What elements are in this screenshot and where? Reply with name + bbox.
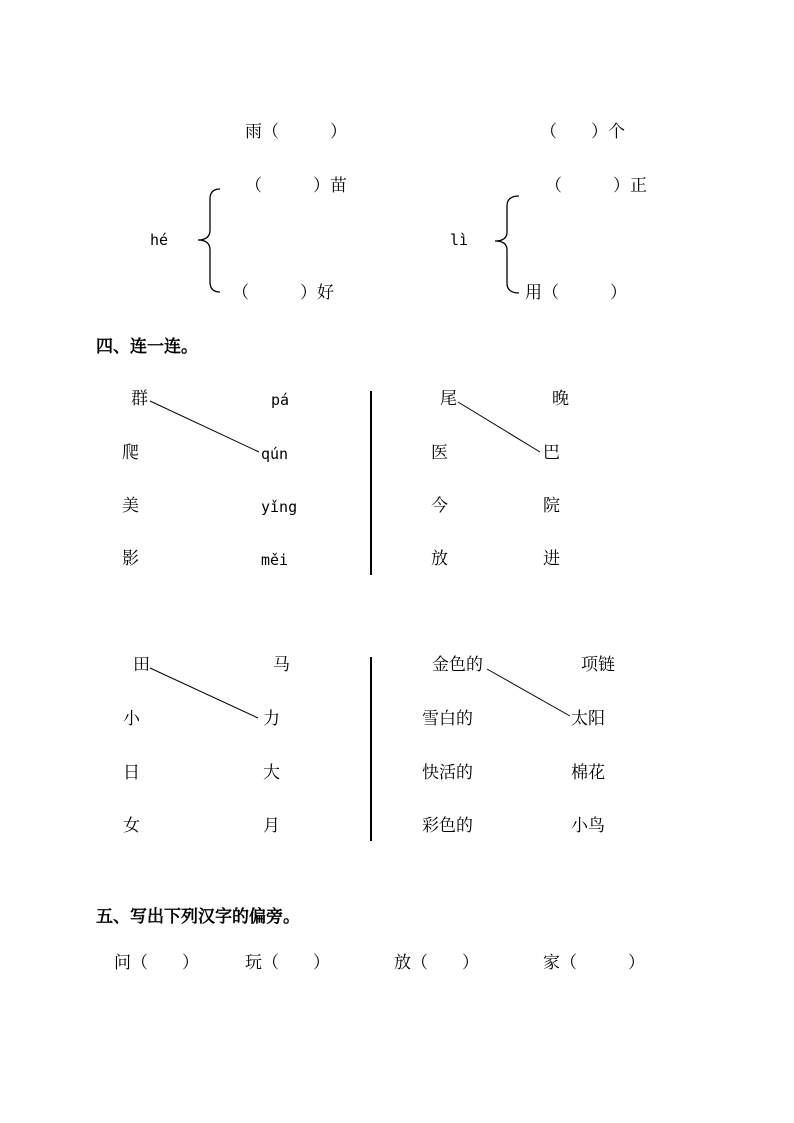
g1-right-4[interactable]: měi — [261, 551, 289, 569]
g3-right-4[interactable]: 月 — [263, 816, 280, 836]
brace-he — [198, 189, 220, 292]
g4-right-1[interactable]: 项链 — [581, 655, 615, 675]
g2-right-3[interactable]: 院 — [543, 496, 560, 516]
g1-left-3[interactable]: 美 — [122, 496, 139, 516]
g4-right-4[interactable]: 小鸟 — [571, 816, 605, 836]
g4-left-1[interactable]: 金色的 — [432, 655, 483, 675]
g4-left-4[interactable]: 彩色的 — [422, 816, 473, 836]
g4-left-2[interactable]: 雪白的 — [422, 709, 473, 729]
g4-right-2[interactable]: 太阳 — [571, 709, 605, 729]
he-top-blank[interactable]: （ ）苗 — [245, 176, 347, 196]
g1-right-1[interactable]: pá — [271, 391, 290, 409]
li-upper-blank[interactable]: （ ）个 — [540, 122, 625, 142]
he-pinyin: hé — [150, 231, 169, 249]
g2-right-2[interactable]: 巴 — [543, 443, 560, 463]
g3-right-1[interactable]: 马 — [273, 655, 290, 675]
g2-left-3[interactable]: 今 — [431, 496, 448, 516]
g3-left-3[interactable]: 日 — [123, 763, 140, 783]
brace-li — [495, 196, 519, 293]
radical-item-3[interactable]: 放（ ） — [394, 953, 479, 973]
g3-left-4[interactable]: 女 — [123, 816, 140, 836]
radical-item-4[interactable]: 家（ ） — [543, 953, 645, 973]
he-upper-blank[interactable]: 雨（ ） — [245, 122, 347, 142]
g2-right-4[interactable]: 进 — [543, 549, 560, 569]
g1-right-3[interactable]: yǐng — [261, 498, 298, 516]
radical-item-1[interactable]: 问（ ） — [114, 953, 199, 973]
g3-left-1[interactable]: 田 — [133, 655, 150, 675]
g4-left-3[interactable]: 快活的 — [422, 763, 473, 783]
connect-line-weiba — [458, 402, 540, 452]
g1-left-2[interactable]: 爬 — [122, 443, 139, 463]
g3-right-2[interactable]: 力 — [263, 709, 280, 729]
section4-title: 四、连一连。 — [96, 337, 198, 357]
section5-title: 五、写出下列汉字的偏旁。 — [96, 907, 300, 927]
he-bottom-blank[interactable]: （ ）好 — [232, 283, 334, 303]
li-bottom-blank[interactable]: 用（ ） — [525, 283, 627, 303]
li-pinyin: lì — [450, 231, 469, 249]
g3-left-2[interactable]: 小 — [123, 709, 140, 729]
g2-left-1[interactable]: 尾 — [440, 389, 457, 409]
g2-left-4[interactable]: 放 — [431, 549, 448, 569]
li-top-blank[interactable]: （ ）正 — [545, 176, 647, 196]
radical-item-2[interactable]: 玩（ ） — [245, 953, 330, 973]
g2-right-1[interactable]: 晚 — [552, 389, 569, 409]
connect-line-jinse — [487, 669, 570, 716]
g3-right-3[interactable]: 大 — [263, 763, 280, 783]
g2-left-2[interactable]: 医 — [431, 443, 448, 463]
connect-line-qun — [150, 401, 259, 452]
g4-right-3[interactable]: 棉花 — [571, 763, 605, 783]
g1-left-4[interactable]: 影 — [122, 549, 139, 569]
g1-left-1[interactable]: 群 — [131, 389, 148, 409]
connect-line-tianli — [150, 668, 258, 718]
g1-right-2[interactable]: qún — [261, 445, 289, 463]
